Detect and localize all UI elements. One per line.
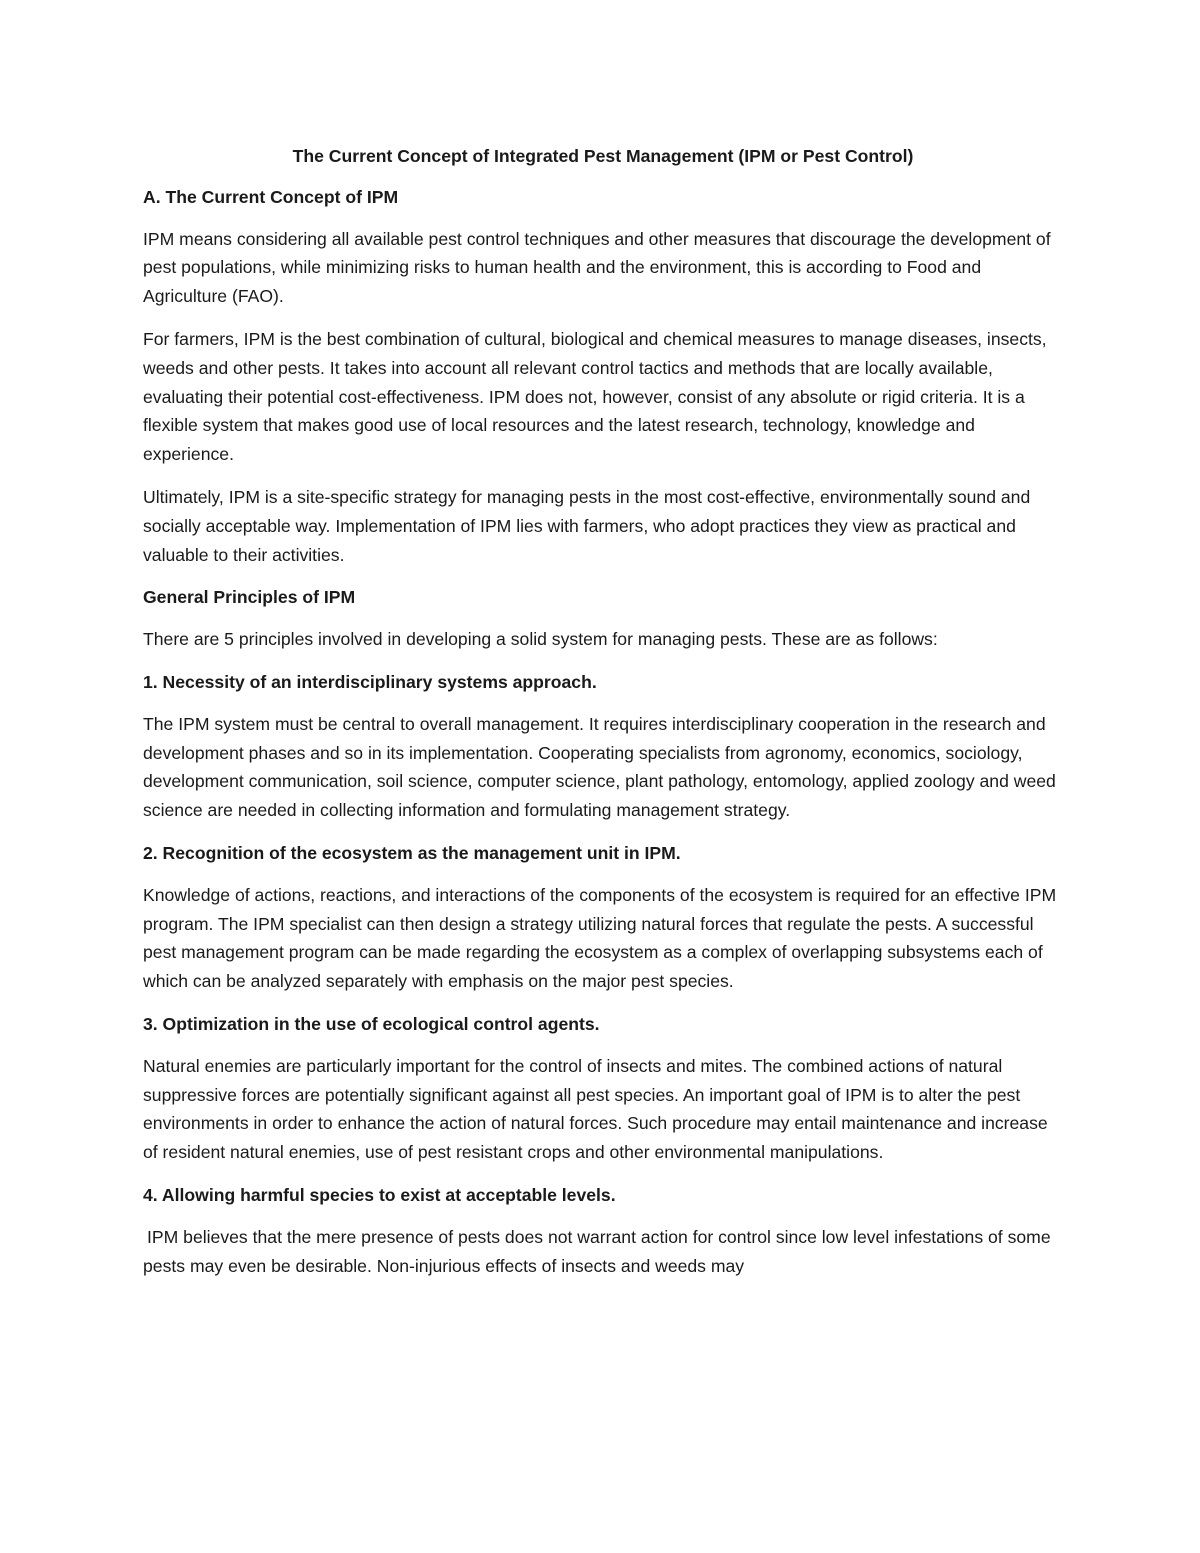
document-body <box>143 142 1063 1294</box>
principles-intro: There are 5 principles involved in developing a solid system for managing pests. These are as follows: <box>143 629 938 650</box>
principle-3-body: Natural enemies are particularly important for the control of insects and mites. The combined actions of natural suppressive forces are potentially significant against all pest species. An important goal of IPM is to alter the pest environments in order to enhance the action of natural forces. Such procedure may entail maintenance and increase of resident natural enemies, use of pest resistant crops and other environmental manipulations. <box>143 1055 1048 1163</box>
section-a-heading: A. The Current Concept of IPM <box>143 186 399 207</box>
principle-1-body: The IPM system must be central to overall management. It requires interdisciplinary cooperation in the research and development phases and so in its implementation. Cooperating specialists from agronomy, economics, sociology, development communication, soil science, computer science, plant pathology, entomology, applied zoology and weed science are needed in collecting information and formulating management strategy. <box>143 713 1056 821</box>
principle-1-heading: 1. Necessity of an interdisciplinary systems approach. <box>143 671 597 692</box>
principle-4-heading: 4. Allowing harmful species to exist at acceptable levels. <box>143 1184 616 1205</box>
principle-2-heading: 2. Recognition of the ecosystem as the management unit in IPM. <box>143 842 681 863</box>
principle-4-body: IPM believes that the mere presence of pests does not warrant action for control since low level infestations of some pests may even be desirable. Non-injurious effects of insects and weeds may <box>143 1226 1051 1276</box>
section-a-paragraph-3: Ultimately, IPM is a site-specific strategy for managing pests in the most cost-effective, environmentally sound and socially acceptable way. Implementation of IPM lies with farmers, who adopt practices they view as practical and valuable to their activities. <box>143 486 1031 565</box>
section-a-paragraph-1: IPM means considering all available pest control techniques and other measures that discourage the development of pest populations, while minimizing risks to human health and the environment, this is according to Food and Agriculture (FAO). <box>143 228 1051 307</box>
section-a-paragraph-2: For farmers, IPM is the best combination of cultural, biological and chemical measures to manage diseases, insects, weeds and other pests. It takes into account all relevant control tactics and methods that are locally available, evaluating their potential cost-effectiveness. IPM does not, however, consist of any absolute or rigid criteria. It is a flexible system that makes good use of local resources and the latest research, technology, knowledge and experience. <box>143 328 1047 465</box>
principle-3-heading: 3. Optimization in the use of ecological control agents. <box>143 1013 600 1034</box>
document-title: The Current Concept of Integrated Pest Management (IPM or Pest Control) <box>292 146 914 166</box>
principle-2-body: Knowledge of actions, reactions, and interactions of the components of the ecosystem is required for an effective IPM program. The IPM specialist can then design a strategy utilizing natural forces that regulate the pests. A successful pest management program can be made regarding the ecosystem as a complex of overlapping subsystems each of which can be analyzed separately with emphasis on the major pest species. <box>143 884 1057 992</box>
principles-heading: General Principles of IPM <box>143 587 356 608</box>
